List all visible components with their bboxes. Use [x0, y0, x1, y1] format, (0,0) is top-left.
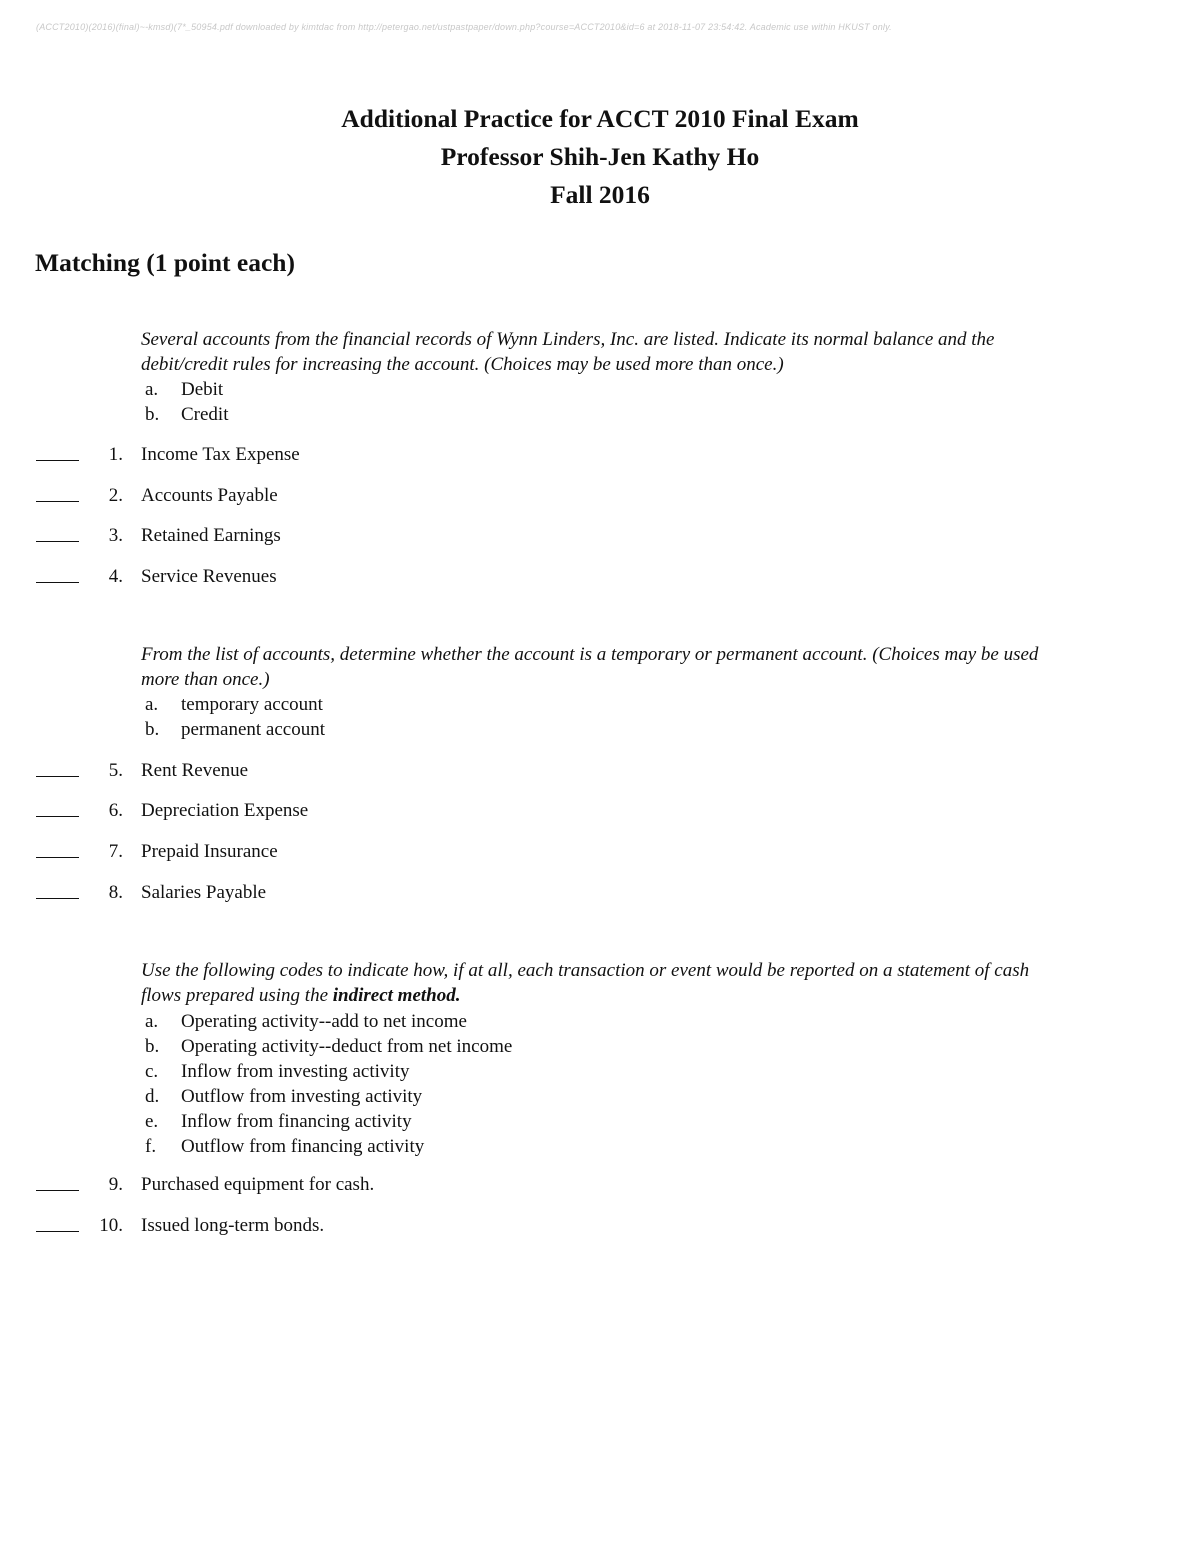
question-text: Purchased equipment for cash.: [141, 1174, 375, 1195]
question-number: 2.: [108, 485, 123, 506]
choice-letter: c.: [145, 1061, 159, 1082]
question-10: [36, 1214, 324, 1238]
question-3: [36, 524, 281, 548]
group-3-choices: [145, 1009, 512, 1159]
answer-blank[interactable]: [36, 565, 79, 583]
group-1-choices: [145, 377, 229, 427]
choice-letter: b.: [145, 404, 160, 425]
question-number: 6.: [108, 800, 123, 821]
question-number: 9.: [108, 1174, 123, 1195]
question-number: 1.: [108, 444, 123, 465]
download-watermark: (ACCT2010)(2016)(final)~-kmsd)(7*_50954.pdf downloaded by kimtdac from http://petergao.net/ustpastpaper/down.php?course=ACCT2010&id=6 at 2018-11-07 23:54:42. Academic use within HKUST only.: [36, 22, 892, 32]
choice-text: Operating activity--add to net income: [181, 1011, 467, 1032]
section-heading: Matching (1 point each): [35, 248, 295, 277]
question-number: 7.: [108, 841, 123, 862]
question-6: [36, 799, 308, 823]
choice-letter: b.: [145, 1036, 160, 1057]
question-4: [36, 565, 277, 589]
answer-blank[interactable]: [36, 799, 79, 817]
answer-blank[interactable]: [36, 443, 79, 461]
choice: [145, 1134, 512, 1159]
choice-text: Inflow from financing activity: [181, 1111, 412, 1132]
question-text: Rent Revenue: [141, 760, 249, 781]
question-number: 5.: [108, 760, 123, 781]
question-8: [36, 881, 266, 905]
choice-letter: a.: [145, 694, 159, 715]
choice-text: Credit: [181, 404, 229, 425]
question-5: [36, 759, 248, 783]
question-number: 4.: [108, 566, 123, 587]
choice-text: Outflow from investing activity: [181, 1086, 423, 1107]
choice: [145, 402, 229, 427]
question-text: Prepaid Insurance: [141, 841, 278, 862]
choice: [145, 1009, 512, 1034]
choice-letter: b.: [145, 719, 160, 740]
question-9: [36, 1173, 374, 1197]
answer-blank[interactable]: [36, 759, 79, 777]
choice-text: Inflow from investing activity: [181, 1061, 410, 1082]
choice-letter: f.: [145, 1136, 157, 1157]
answer-blank[interactable]: [36, 840, 79, 858]
question-text: Issued long-term bonds.: [141, 1215, 325, 1236]
choice-text: Operating activity--deduct from net income: [181, 1036, 513, 1057]
group-3-instructions: [141, 959, 1061, 1008]
choice-text: permanent account: [181, 719, 326, 740]
group-1-instructions: Several accounts from the financial records of Wynn Linders, Inc. are listed. Indicate its normal balance and the debit/credit rules for increasing the account. (Choices may be used more than once.): [141, 329, 995, 375]
question-number: 8.: [108, 882, 123, 903]
question-text: Depreciation Expense: [141, 800, 309, 821]
question-text: Income Tax Expense: [141, 444, 300, 465]
choice-letter: a.: [145, 379, 159, 400]
question-7: [36, 840, 278, 864]
choice: [145, 377, 229, 402]
choice: [145, 1034, 512, 1059]
choice-letter: d.: [145, 1086, 160, 1107]
choice-letter: a.: [145, 1011, 159, 1032]
choice: [145, 1059, 512, 1084]
answer-blank[interactable]: [36, 484, 79, 502]
group-2-instructions: From the list of accounts, determine whether the account is a temporary or permanent account. (Choices may be used more than once.): [141, 644, 1039, 690]
question-text: Accounts Payable: [141, 485, 278, 506]
answer-blank[interactable]: [36, 524, 79, 542]
question-text: Salaries Payable: [141, 882, 267, 903]
professor-name: Professor Shih-Jen Kathy Ho: [440, 142, 760, 171]
answer-blank[interactable]: [36, 881, 79, 899]
question-number: 3.: [108, 525, 123, 546]
answer-blank[interactable]: [36, 1214, 79, 1232]
question-2: [36, 484, 278, 508]
choice: [145, 692, 325, 717]
choice: [145, 717, 325, 742]
instructions-emphasis: indirect method.: [332, 984, 461, 1006]
choice-text: temporary account: [181, 694, 323, 715]
term: Fall 2016: [550, 180, 650, 209]
answer-blank[interactable]: [36, 1173, 79, 1191]
choice: [145, 1084, 512, 1109]
document-title: Additional Practice for ACCT 2010 Final Exam: [341, 104, 859, 133]
choice: [145, 1109, 512, 1134]
question-text: Service Revenues: [141, 566, 277, 587]
choice-text: Outflow from financing activity: [181, 1136, 425, 1157]
question-text: Retained Earnings: [141, 525, 281, 546]
group-2-choices: [145, 692, 325, 742]
question-number: 10.: [99, 1215, 123, 1236]
instructions-text: Use the following codes to indicate how, if at all, each transaction or event would be reported on a statement of cash flows prepared using the: [141, 960, 1030, 1006]
title-block: [0, 100, 1200, 214]
choice-letter: e.: [145, 1111, 159, 1132]
question-1: [36, 443, 300, 467]
choice-text: Debit: [181, 379, 224, 400]
